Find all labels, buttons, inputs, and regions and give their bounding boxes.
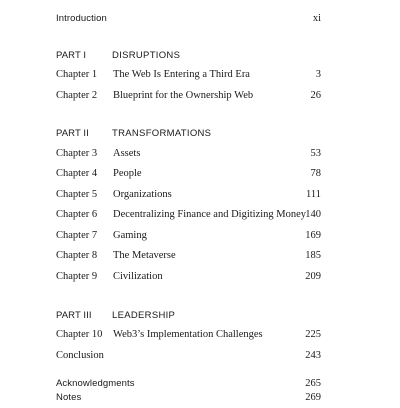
chapter-title: People bbox=[113, 168, 142, 179]
chapter-label: Chapter 10 bbox=[56, 329, 103, 340]
chapter-title: Decentralizing Finance and Digitizing Money bbox=[113, 209, 307, 220]
part-title: DISRUPTIONS bbox=[112, 50, 181, 61]
chapter-page: 140 bbox=[305, 209, 321, 220]
part-label: PART I bbox=[56, 50, 87, 61]
chapter-page: 225 bbox=[305, 329, 321, 340]
part-title: LEADERSHIP bbox=[112, 310, 176, 321]
chapter-label: Chapter 4 bbox=[56, 168, 98, 179]
part-heading bbox=[56, 310, 321, 326]
chapter-title: The Web Is Entering a Third Era bbox=[113, 69, 250, 80]
toc-notes[interactable] bbox=[56, 392, 321, 408]
toc-chapter-row[interactable] bbox=[56, 329, 321, 345]
part-label: PART III bbox=[56, 310, 92, 321]
chapter-page: 185 bbox=[305, 250, 321, 261]
chapter-page: 26 bbox=[310, 90, 321, 101]
chapter-label: Chapter 3 bbox=[56, 148, 98, 159]
chapter-label: Chapter 2 bbox=[56, 90, 98, 101]
part-heading bbox=[56, 50, 321, 66]
conclusion-page: 243 bbox=[305, 350, 321, 361]
acknowledgments-page: 265 bbox=[305, 378, 321, 389]
chapter-label: Chapter 5 bbox=[56, 189, 98, 200]
chapter-page: 3 bbox=[315, 69, 321, 80]
notes-page: 269 bbox=[305, 392, 321, 403]
conclusion-label: Conclusion bbox=[56, 350, 104, 361]
chapter-title: Blueprint for the Ownership Web bbox=[113, 90, 254, 101]
chapter-title: The Metaverse bbox=[113, 250, 176, 261]
chapter-label: Chapter 9 bbox=[56, 271, 98, 282]
chapter-title: Gaming bbox=[113, 230, 147, 241]
introduction-page: xi bbox=[312, 13, 321, 24]
toc-chapter-row[interactable] bbox=[56, 230, 321, 246]
part-heading bbox=[56, 128, 321, 144]
toc-conclusion[interactable] bbox=[56, 350, 321, 366]
toc-chapter-row[interactable] bbox=[56, 271, 321, 287]
chapter-title: Civilization bbox=[113, 271, 163, 282]
notes-label: Notes bbox=[56, 392, 82, 403]
chapter-title: Web3’s Implementation Challenges bbox=[113, 329, 263, 340]
toc-introduction[interactable] bbox=[56, 13, 321, 29]
chapter-page: 78 bbox=[310, 168, 321, 179]
introduction-label: Introduction bbox=[56, 13, 107, 24]
chapter-label: Chapter 7 bbox=[56, 230, 98, 241]
toc-chapter-row[interactable] bbox=[56, 168, 321, 184]
toc-chapter-row[interactable] bbox=[56, 209, 321, 225]
acknowledgments-label: Acknowledgments bbox=[56, 378, 135, 389]
chapter-page: 209 bbox=[305, 271, 321, 282]
chapter-label: Chapter 6 bbox=[56, 209, 98, 220]
toc-chapter-row[interactable] bbox=[56, 90, 321, 106]
toc-chapter-row[interactable] bbox=[56, 189, 321, 205]
chapter-page: 53 bbox=[310, 148, 321, 159]
toc-chapter-row[interactable] bbox=[56, 69, 321, 85]
chapter-page: 111 bbox=[306, 189, 321, 200]
chapter-title: Assets bbox=[113, 148, 141, 159]
toc-chapter-row[interactable] bbox=[56, 148, 321, 164]
part-label: PART II bbox=[56, 128, 89, 139]
toc-chapter-row[interactable] bbox=[56, 250, 321, 266]
chapter-label: Chapter 8 bbox=[56, 250, 98, 261]
chapter-page: 169 bbox=[305, 230, 321, 241]
chapter-label: Chapter 1 bbox=[56, 69, 98, 80]
chapter-title: Organizations bbox=[113, 189, 172, 200]
part-title: TRANSFORMATIONS bbox=[112, 128, 212, 139]
